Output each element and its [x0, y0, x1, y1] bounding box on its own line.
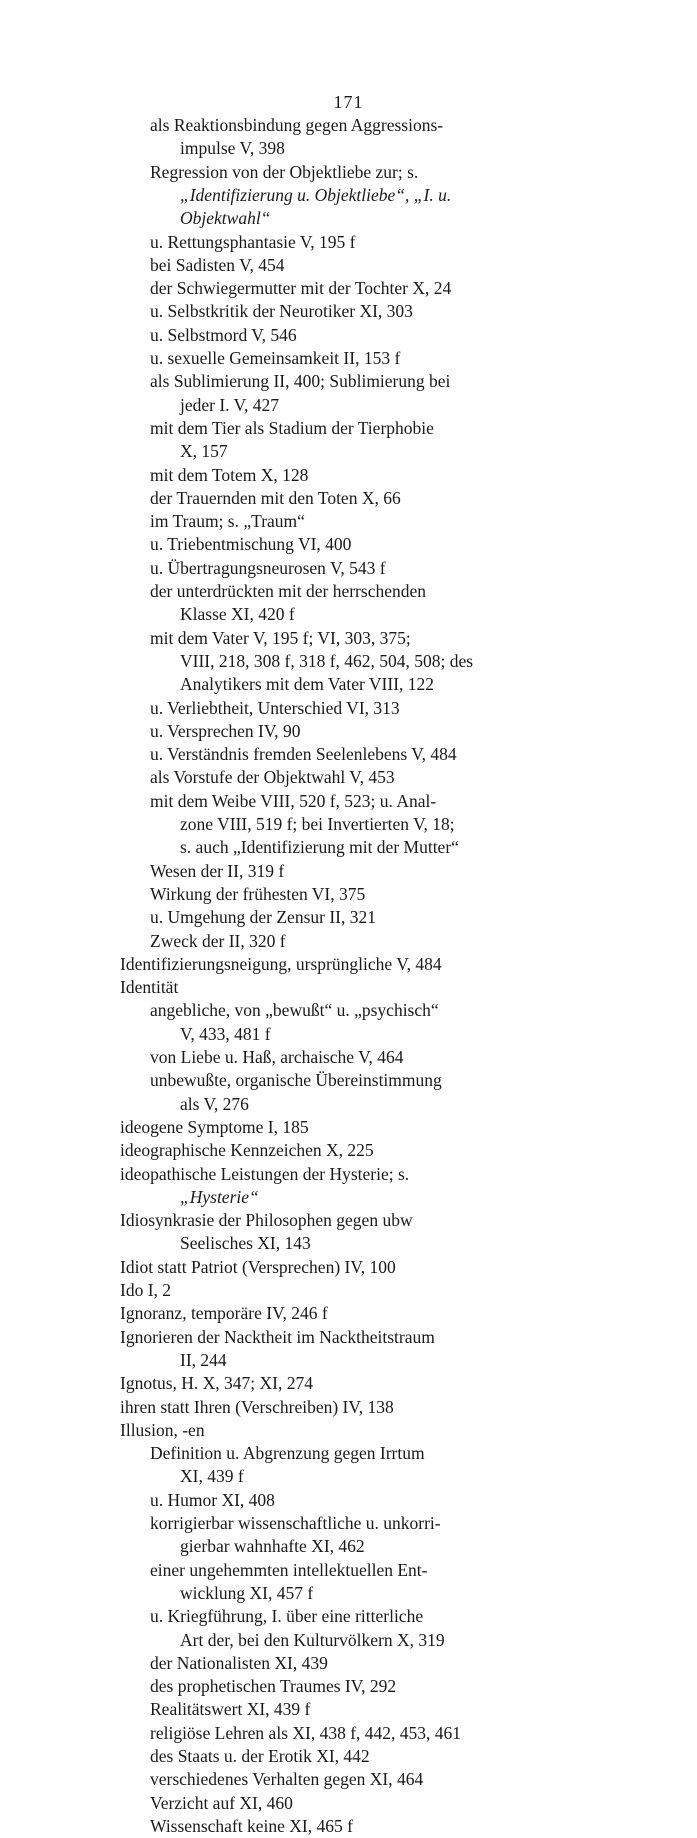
index-subentry: der Nationalisten XI, 439: [150, 1652, 328, 1673]
index-subentry: Analytikers mit dem Vater VIII, 122: [180, 674, 435, 695]
index-entry: Idiosynkrasie der Philosophen gegen ubw: [120, 1210, 413, 1231]
index-subentry: „Identifizierung u. Objektliebe“, „I. u.: [180, 184, 452, 205]
index-subentry: Objektwahl“: [180, 208, 271, 229]
index-subentry: verschiedenes Verhalten gegen XI, 464: [150, 1769, 424, 1790]
index-entry: ideopathische Leistungen der Hysterie; s.: [120, 1163, 410, 1184]
index-subentry: Definition u. Abgrenzung gegen Irrtum: [150, 1443, 425, 1464]
index-subentry: Klasse XI, 420 f: [180, 604, 295, 625]
index-subentry: u. Rettungsphantasie V, 195 f: [150, 231, 356, 252]
index-subentry: Wirkung der frühesten VI, 375: [150, 883, 366, 904]
index-subentry: Art der, bei den Kulturvölkern X, 319: [180, 1629, 445, 1650]
index-subentry: Wissenschaft keine XI, 465 f: [150, 1815, 353, 1836]
index-subentry: VIII, 218, 308 f, 318 f, 462, 504, 508; des: [180, 650, 474, 671]
index-subentry: im Traum; s. „Traum“: [150, 511, 305, 532]
index-subentry: Seelisches XI, 143: [180, 1233, 311, 1254]
index-subentry: bei Sadisten V, 454: [150, 254, 285, 275]
index-subentry: u. Verständnis fremden Seelenlebens V, 484: [150, 744, 457, 765]
index-subentry: Realitätswert XI, 439 f: [150, 1699, 311, 1720]
index-subentry: der Schwiegermutter mit der Tochter X, 24: [150, 278, 452, 299]
index-subentry: impulse V, 398: [180, 138, 285, 159]
index-entry: ideographische Kennzeichen X, 225: [120, 1140, 374, 1161]
index-subentry: als Vorstufe der Objektwahl V, 453: [150, 767, 395, 788]
index-subentry: mit dem Tier als Stadium der Tierphobie: [150, 417, 434, 438]
index-subentry: des prophetischen Traumes IV, 292: [150, 1676, 397, 1697]
index-subentry: Regression von der Objektliebe zur; s.: [150, 161, 419, 182]
index-subentry: u. Humor XI, 408: [150, 1489, 275, 1510]
index-subentry: gierbar wahnhafte XI, 462: [180, 1536, 365, 1557]
index-entry: Ignotus, H. X, 347; XI, 274: [120, 1373, 313, 1394]
index-subentry: „Hysterie“: [180, 1186, 259, 1207]
index-subentry: zone VIII, 519 f; bei Invertierten V, 18;: [180, 814, 455, 834]
index-subentry: angebliche, von „bewußt“ u. „psychisch“: [150, 1000, 439, 1021]
index-entry: Idiot statt Patriot (Versprechen) IV, 100: [120, 1256, 396, 1277]
index-subentry: unbewußte, organische Übereinstimmung: [150, 1070, 442, 1091]
index-subentry: X, 157: [180, 441, 228, 462]
index-entry: ideogene Symptome I, 185: [120, 1116, 309, 1137]
index-subentry: u. Selbstkritik der Neurotiker XI, 303: [150, 301, 413, 322]
index-subentry: u. Triebentmischung VI, 400: [150, 534, 352, 555]
index-subentry: wicklung XI, 457 f: [180, 1582, 314, 1603]
index-subentry: Verzicht auf XI, 460: [150, 1792, 293, 1813]
index-entry: Identifizierungsneigung, ursprüngliche V, 484: [120, 953, 442, 974]
index-subentry: u. Selbstmord V, 546: [150, 324, 297, 345]
index-subentry: als Reaktionsbindung gegen Aggressions-: [150, 115, 444, 135]
index-subentry: des Staats u. der Erotik XI, 442: [150, 1746, 370, 1766]
index-subentry: religiöse Lehren als XI, 438 f, 442, 453, 461: [150, 1722, 462, 1743]
index-subentry: mit dem Totem X, 128: [150, 464, 309, 485]
index-entry: Ignorieren der Nacktheit im Nacktheitstraum: [120, 1326, 435, 1347]
index-subentry: von Liebe u. Haß, archaische V, 464: [150, 1047, 404, 1067]
index-subentry: korrigierbar wissenschaftliche u. unkorri-: [150, 1513, 441, 1533]
index-subentry: s. auch „Identifizierung mit der Mutter“: [180, 837, 459, 858]
index-entry: Ido I, 2: [120, 1280, 172, 1300]
index-subentry: der Trauernden mit den Toten X, 66: [150, 487, 401, 508]
index-entry: Illusion, -en: [120, 1419, 205, 1440]
page-number: 171: [333, 92, 364, 112]
index-subentry: als Sublimierung II, 400; Sublimierung bei: [150, 371, 451, 392]
index-subentry: mit dem Vater V, 195 f; VI, 303, 375;: [150, 627, 411, 648]
index-subentry: XI, 439 f: [180, 1466, 244, 1487]
index-subentry: II, 244: [180, 1349, 227, 1370]
index-subentry: V, 433, 481 f: [180, 1023, 271, 1044]
index-subentry: einer ungehemmten intellektuellen Ent-: [150, 1559, 428, 1580]
index-entry: Ignoranz, temporäre IV, 246 f: [120, 1303, 328, 1324]
index-subentry: jeder I. V, 427: [180, 394, 279, 415]
index-subentry: Zweck der II, 320 f: [150, 930, 286, 951]
index-subentry: als V, 276: [180, 1093, 249, 1114]
index-subentry: u. Kriegführung, I. über eine ritterliche: [150, 1606, 424, 1627]
index-subentry: u. Versprechen IV, 90: [150, 720, 301, 741]
index-subentry: Wesen der II, 319 f: [150, 860, 285, 881]
index-subentry: u. sexuelle Gemeinsamkeit II, 153 f: [150, 348, 401, 368]
index-entry: Identität: [120, 977, 179, 998]
index-entry: ihren statt Ihren (Verschreiben) IV, 138: [120, 1396, 394, 1417]
index-subentry: u. Verliebtheit, Unterschied VI, 313: [150, 697, 400, 718]
index-subentry: u. Übertragungsneurosen V, 543 f: [150, 557, 386, 578]
index-subentry: mit dem Weibe VIII, 520 f, 523; u. Anal-: [150, 790, 437, 811]
index-subentry: der unterdrückten mit der herrschenden: [150, 581, 426, 601]
index-subentry: u. Umgehung der Zensur II, 321: [150, 907, 376, 928]
